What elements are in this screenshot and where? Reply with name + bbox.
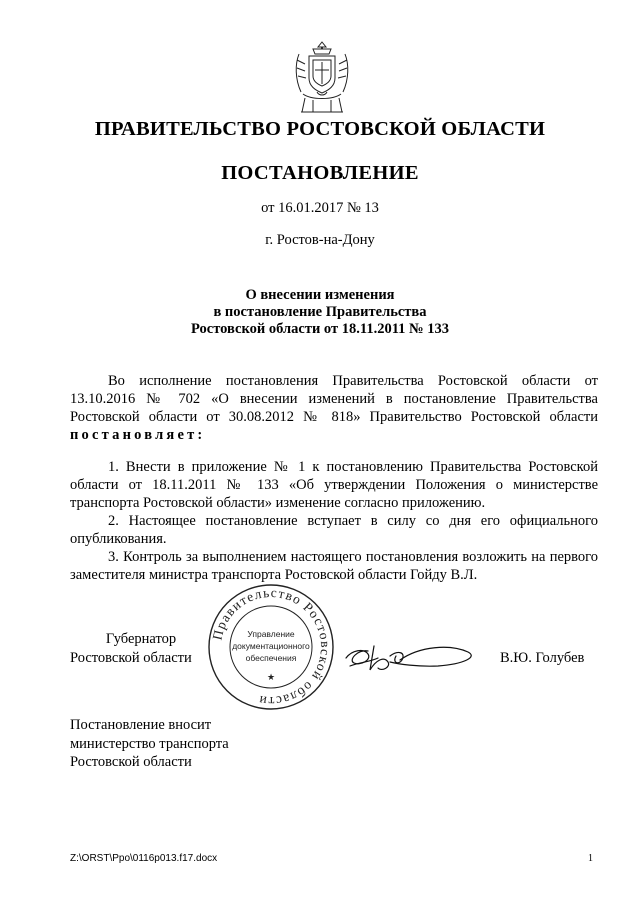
preamble-paragraph — [70, 372, 598, 444]
signer-name: В.Ю. Голубев — [500, 650, 585, 666]
subject-line: Ростовской области от 18.11.2011 № 133 — [191, 321, 449, 337]
stamp-ring-text: Правительство Ростовской области — [209, 584, 334, 710]
resolution-item-1: 1. Внести в приложение № 1 к постановлению Правительства Ростовской области от 18.11.2011 № 133 «Об утверждении Положения о министерстве транспорта Ростовской области» изменение согласно приложению. — [70, 459, 598, 511]
resolution-item-2: 2. Настоящее постановление вступает в силу со дня его официального опубликования. — [70, 513, 598, 547]
signer-position — [70, 630, 198, 668]
preamble-text: Во исполнение постановления Правительства Ростовской области от 13.10.2016 № 702 «О внесении изменений в постановление Правительства Ростовской области от 30.08.2012 № 818» Правительство Ростовской области — [70, 373, 598, 425]
coat-of-arms-emblem — [291, 40, 353, 115]
stamp-inner-line: Управление — [247, 629, 295, 639]
file-path: Z:\ORST\Ppo\0116p013.f17.docx — [70, 853, 218, 864]
submitted-by-line: Ростовской области — [70, 754, 192, 770]
page-number: 1 — [588, 853, 593, 864]
position-line: Губернатор — [105, 631, 177, 647]
city: г. Ростов-на-Дону — [265, 232, 375, 248]
resolution-items — [70, 458, 598, 584]
stamp-inner-line: обеспечения — [245, 653, 297, 663]
handwritten-signature — [340, 630, 480, 678]
subject-line: в постановление Правительства — [213, 304, 427, 320]
position-line: Ростовской области — [70, 650, 192, 666]
star-icon: ★ — [266, 672, 276, 682]
date-number: от 16.01.2017 № 13 — [261, 200, 379, 216]
resolves-word: постановляет: — [70, 427, 206, 443]
subject-line: О внесении изменения — [245, 287, 395, 303]
resolution-item-3: 3. Контроль за выполнением настоящего постановления возложить на первого заместителя министра транспорта Ростовской области Гойду В.Л. — [70, 549, 598, 583]
submitted-by-line: Постановление вносит — [70, 717, 212, 733]
document-subject — [0, 287, 640, 338]
submitted-by-line: министерство транспорта — [70, 735, 229, 752]
stamp-inner-line: документационного — [232, 641, 310, 651]
government-title: ПРАВИТЕЛЬСТВО РОСТОВСКОЙ ОБЛАСТИ — [94, 118, 546, 140]
document-type: ПОСТАНОВЛЕНИЕ — [221, 162, 419, 184]
submitted-by — [70, 716, 229, 772]
official-stamp — [206, 582, 336, 712]
